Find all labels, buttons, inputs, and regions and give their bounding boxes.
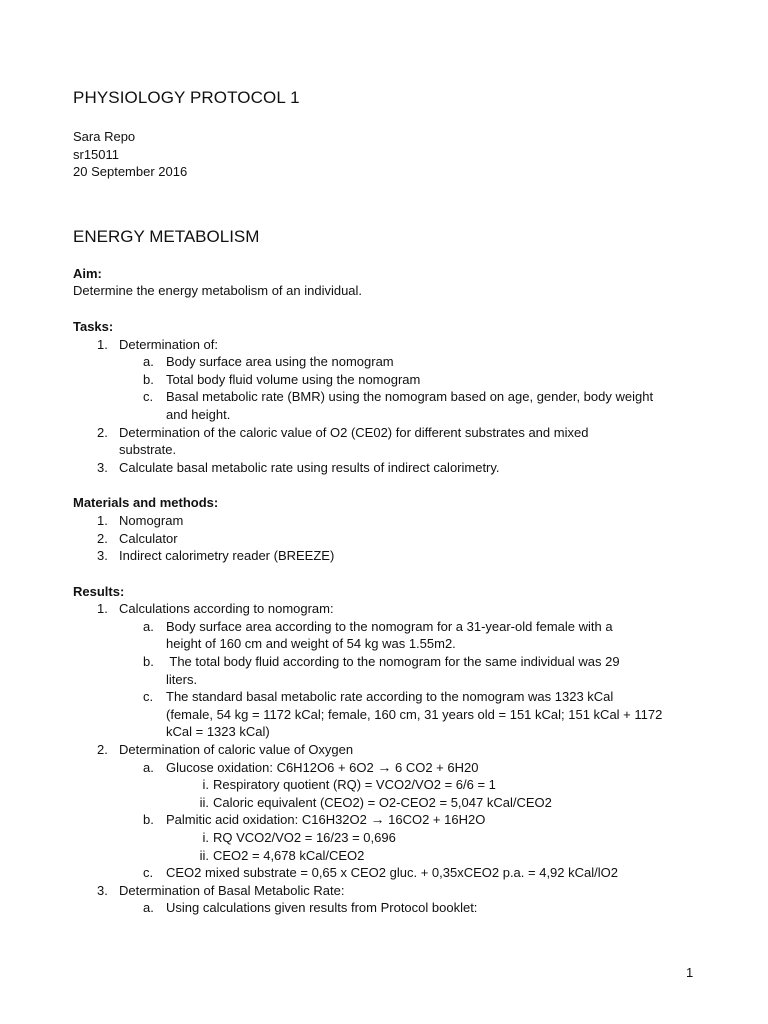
list-marker: 1. — [97, 512, 108, 528]
materials-label: Materials and methods: — [73, 495, 219, 511]
list-marker: c. — [143, 389, 154, 405]
list-item — [73, 353, 713, 371]
list-item-text: RQ VCO2/VO2 = 16/23 = 0,696 — [213, 830, 396, 845]
arrow-right-icon: → — [377, 758, 392, 775]
list-marker: b. — [143, 371, 154, 387]
list-item — [73, 459, 713, 477]
list-item-text: CEO2 mixed substrate = 0,65 x CEO2 gluc. + 0,35xCEO2 p.a. = 4,92 kCal/lO2 — [166, 865, 618, 881]
list-marker: 2. — [97, 742, 108, 758]
list-item-text: Caloric equivalent (CEO2) = O2-CEO2 = 5,047 kCal/CEO2 — [213, 794, 552, 810]
list-item-text: (female, 54 kg = 1172 kCal; female, 160 cm, 31 years old = 151 kCal; 151 kCal + 1172 — [166, 706, 663, 722]
list-item-text: Calculator — [119, 530, 178, 546]
list-item — [73, 388, 713, 423]
page-number: 1 — [686, 965, 694, 980]
list-item-text: and height. — [166, 406, 231, 422]
tasks-list — [73, 336, 713, 477]
list-item-text: Nomogram — [119, 512, 184, 528]
list-item — [73, 688, 713, 741]
list-marker: b. — [143, 654, 154, 670]
list-marker: 3. — [97, 548, 108, 564]
list-item-text: Palmitic acid oxidation: C16H32O2 — [166, 812, 371, 828]
list-item-text: height of 160 cm and weight of 54 kg was 1.55m2. — [166, 636, 456, 652]
tasks-label: Tasks: — [73, 318, 114, 334]
list-item-text: CEO2 = 4,678 kCal/CEO2 — [213, 847, 365, 863]
list-item — [73, 741, 713, 759]
list-marker: a. — [143, 900, 154, 916]
list-item — [73, 882, 713, 900]
list-item-text: Using calculations given results from Protocol booklet: — [166, 900, 478, 916]
list-marker: a. — [143, 354, 154, 370]
list-item — [73, 424, 713, 459]
list-item-text: The standard basal metabolic rate according to the nomogram was 1323 kCal — [166, 689, 614, 705]
list-item-text: Determination of: — [119, 336, 218, 352]
list-item — [73, 776, 713, 794]
author-name: Sara Repo — [73, 129, 136, 144]
list-item — [73, 530, 713, 548]
list-marker: i. — [202, 830, 209, 845]
list-marker: ii. — [199, 794, 209, 810]
list-item-text: Respiratory quotient (RQ) = VCO2/VO2 = 6/6 = 1 — [213, 777, 496, 793]
list-item-text: Total body fluid volume using the nomogram — [166, 371, 421, 387]
author-block — [73, 128, 713, 181]
results-label: Results: — [73, 583, 125, 599]
list-marker: b. — [143, 812, 154, 828]
list-item-text: Basal metabolic rate (BMR) using the nomogram based on age, gender, body weight — [166, 389, 654, 405]
list-item — [73, 336, 713, 354]
list-item-text: Determination of the caloric value of O2 (CE02) for different substrates and mixed — [119, 424, 589, 440]
document-body — [73, 86, 713, 917]
list-marker: c. — [143, 689, 154, 705]
list-marker: 3. — [97, 882, 108, 898]
list-item-text: Glucose oxidation: C6H12O6 + 6O2 — [166, 759, 378, 775]
student-id: sr15011 — [73, 146, 120, 162]
list-item — [73, 653, 713, 688]
document-title: PHYSIOLOGY PROTOCOL 1 — [73, 88, 300, 107]
list-item — [73, 899, 713, 917]
list-marker: i. — [202, 777, 209, 793]
list-marker: 2. — [97, 424, 108, 440]
list-item — [73, 371, 713, 389]
list-item — [73, 829, 713, 847]
list-item-text: liters. — [166, 671, 198, 687]
list-item — [73, 864, 713, 882]
list-item — [73, 794, 713, 812]
list-marker: c. — [143, 865, 154, 881]
list-item-text: Body surface area using the nomogram — [166, 354, 394, 370]
list-item-text: Calculate basal metabolic rate using results of indirect calorimetry. — [119, 459, 500, 475]
list-item-text: Indirect calorimetry reader (BREEZE) — [119, 548, 335, 564]
materials-list — [73, 512, 713, 565]
list-marker: 1. — [97, 336, 108, 352]
list-marker: ii. — [199, 847, 209, 863]
list-marker: 2. — [97, 530, 108, 546]
list-item — [73, 811, 713, 829]
section-title: ENERGY METABOLISM — [73, 226, 260, 246]
list-item-text: The total body fluid according to the nomogram for the same individual was 29 — [166, 654, 620, 670]
document-date: 20 September 2016 — [73, 164, 188, 180]
list-marker: 1. — [97, 601, 108, 617]
list-marker: a. — [143, 618, 154, 634]
list-item — [73, 618, 713, 653]
list-item-text: Determination of caloric value of Oxygen — [119, 742, 354, 758]
list-marker: a. — [143, 759, 154, 775]
list-item — [73, 512, 713, 530]
list-item-text: 16CO2 + 16H2O — [384, 812, 486, 828]
list-item — [73, 600, 713, 618]
list-item — [73, 759, 713, 777]
list-item-text: Determination of Basal Metabolic Rate: — [119, 882, 345, 898]
list-marker: 3. — [97, 459, 108, 475]
aim-label: Aim: — [73, 265, 102, 281]
list-item-text: 6 CO2 + 6H20 — [391, 759, 479, 775]
list-item — [73, 847, 713, 865]
list-item-text: kCal = 1323 kCal) — [166, 724, 270, 740]
list-item-text: substrate. — [119, 442, 177, 458]
list-item — [73, 547, 713, 565]
list-item-text: Calculations according to nomogram: — [119, 601, 334, 617]
arrow-right-icon: → — [370, 811, 385, 828]
results-list — [73, 600, 713, 917]
aim-text: Determine the energy metabolism of an individual. — [73, 283, 363, 299]
list-item-text: Body surface area according to the nomogram for a 31-year-old female with a — [166, 618, 613, 634]
